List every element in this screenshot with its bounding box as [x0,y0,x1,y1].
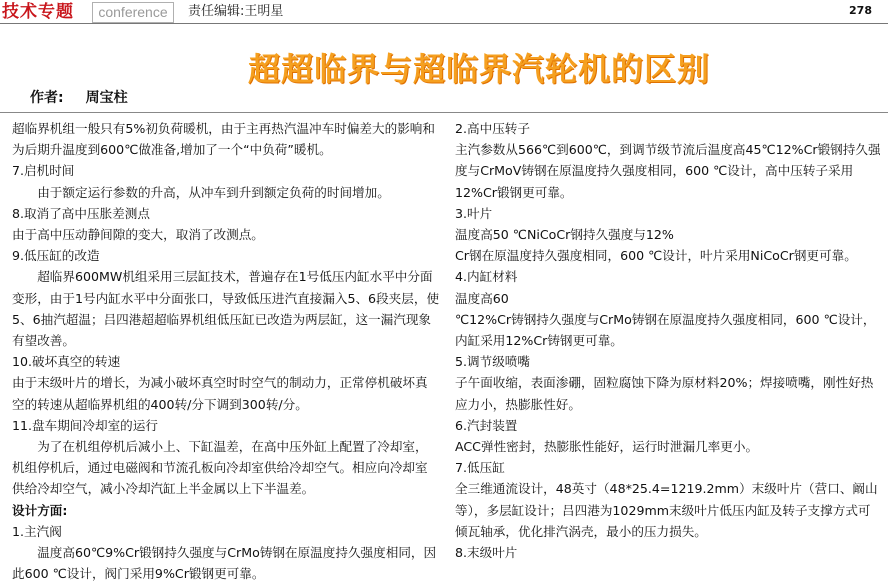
section-heading: 7.低压缸 [455,460,505,476]
section-heading: 8.取消了高中压胀差测点 [12,205,150,221]
section-heading: 6.汽封装置 [455,417,518,433]
paragraph: 由于高中压动静间隙的变大，取消了改测点。 [12,227,264,243]
paragraph: 温度高60℃9%Cr锻钢持久强度与CrMo铸钢在原温度持久强度相同，因此600 ℃设计，阀门采用9%Cr锻钢更可靠。 [12,545,437,582]
section-heading: 5.调节级喷嘴 [455,354,530,370]
paragraph: ACC弹性密封，热膨胀性能好，运行时泄漏几率更小。 [455,439,759,455]
paragraph: 由于额定运行参数的升高，从冲车到升到额定负荷的时间增加。 [37,184,390,200]
section-heading: 4.内缸材料 [455,269,518,285]
page-number: 278 [849,4,872,17]
paragraph: ℃12%Cr铸钢持久强度与CrMo铸钢在原温度持久强度相同，600 ℃设计，内缸采用12%Cr铸钢更可靠。 [455,311,876,349]
paragraph: 超临界600MW机组采用三层缸技术，普遍存在1号低压内缸水平中分面变形，由于1号内缸水平中分面张口，导致低压进汽直接漏入5、6段夹层，使5、6抽汽超温；吕四港超超临界机组低压缸已改造为两层缸，这一漏汽现象有望改善。 [12,269,440,349]
author-name: 周宝柱 [85,90,128,106]
page-header [0,0,888,24]
paragraph: 主汽参数从566℃到600℃，到调节级节流后温度高45℃12%Cr锻钢持久强度与CrMoV铸钢在原温度持久强度相同，600 ℃设计，高中压转子采用12%Cr锻钢更可靠。 [455,142,881,200]
section-heading: 8.末级叶片 [455,545,518,561]
paragraph: 温度高60 [455,290,509,306]
section-heading: 7.启机时间 [12,163,75,179]
article-title: 超超临界与超临界汽轮机的区别 [248,50,711,88]
section-heading: 设计方面: [12,502,68,518]
paragraph: 超临界机组一般只有5%初负荷暖机，由于主再热汽温冲车时偏差大的影响和为后期升温度到600℃做准备,增加了一个“中负荷”暖机。 [12,121,435,158]
editor-credit: 责任编辑:王明星 [188,4,284,19]
section-heading: 1.主汽阀 [12,523,62,539]
section-heading: 10.破坏真空的转速 [12,354,121,370]
paragraph: Cr钢在原温度持久强度相同，600 ℃设计，叶片采用NiCoCr钢更可靠。 [455,248,857,264]
section-heading: 3.叶片 [455,205,493,221]
author-label: 作者: [30,90,64,106]
title-divider [0,112,888,113]
header-divider [0,23,888,24]
paragraph: 子午面收缩，表面渗硼，固粒腐蚀下降为原材料20%；焊接喷嘴，刚性好热应力小，热膨胀性好。 [455,375,874,412]
author-line [30,88,128,108]
left-column [12,118,440,584]
paragraph: 温度高50 ℃NiCoCr钢持久强度与12% [455,227,674,243]
paragraph: 由于末级叶片的增长，为减小破坏真空时时空气的制动力，正常停机破坏真空的转速从超临界机组的400转/分下调到300转/分。 [12,375,428,412]
section-brand: 技术专题 [2,1,90,23]
conference-tag: conference [92,2,174,23]
section-heading: 9.低压缸的改造 [12,248,100,264]
right-column [455,118,883,563]
section-heading: 11.盘车期间冷却室的运行 [12,417,158,433]
paragraph: 全三维通流设计，48英寸（48*25.4=1219.2mm）末级叶片（营口、阚山等），多层缸设计；吕四港为1029mm末级叶片低压内缸及转子支撑方式可倾瓦轴承，优化排汽涡壳，最小的压力损失。 [455,481,878,539]
paragraph: 为了在机组停机后减小上、下缸温差，在高中压外缸上配置了冷却室，机组停机后，通过电磁阀和节流孔板向冷却室供给冷却空气。相应向冷却室供给冷却空气，减小冷却汽缸上半金属以上下半温差。 [12,439,428,497]
section-heading: 2.高中压转子 [455,121,530,136]
